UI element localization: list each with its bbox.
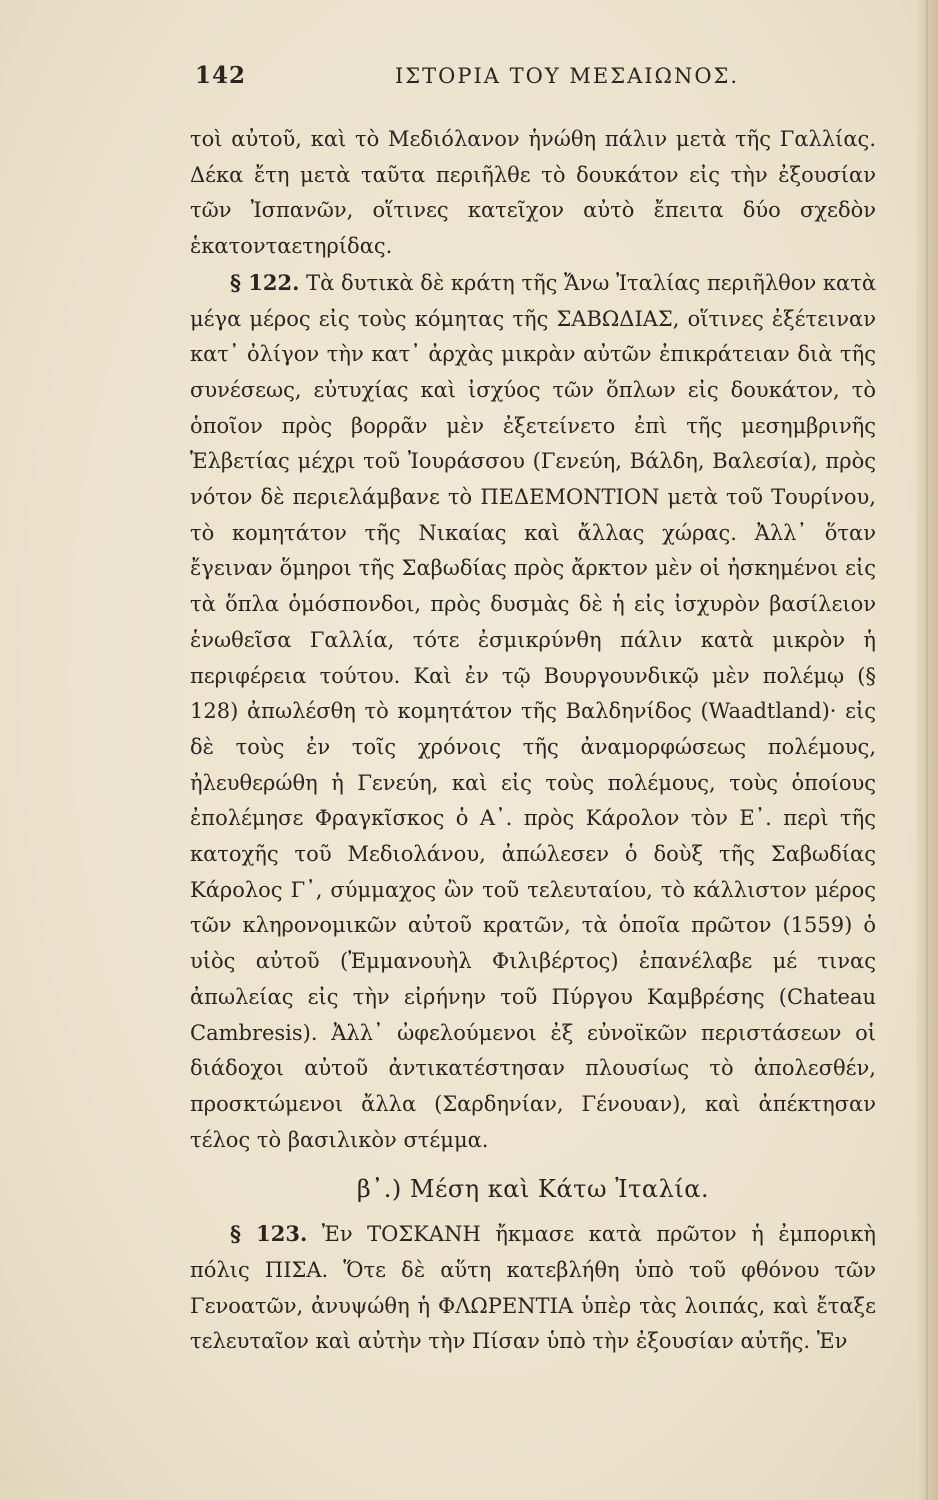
running-title: ΙΣΤΟΡΙΑ ΤΟΥ ΜΕΣΑΙΩΝΟΣ. bbox=[395, 64, 740, 88]
paragraph-1: τοὶ αὐτοῦ, καὶ τὸ Μεδιόλανον ἡνώθη πάλιν μετὰ τῆς Γαλλίας. Δέκα ἔτη μετὰ ταῦτα περιῆλθε τὸ δουκάτον εἰς τὴν ἐξουσίαν τῶν Ἰσπανῶν, οἵτινες κατεῖχον αὐτὸ ἔπειτα δύο σχεδὸν ἑκατονταετηρίδας. bbox=[190, 127, 876, 259]
body-text bbox=[190, 122, 876, 1360]
paragraph-3-text: Ἐν ΤΟΣΚΑΝΗ ἤκμασε κατὰ πρῶτον ἡ ἐμπορικὴ πόλις ΠΙΣΑ. Ὅτε δὲ αὕτη κατεβλήθη ὑπὸ τοῦ φθόνου τῶν Γενοατῶν, ἀνυψώθη ἡ ΦΛΩΡΕΝΤΙΑ ὑπὲρ τὰς λοιπάς, καὶ ἔταξε τελευταῖον καὶ αὐτὴν τὴν Πίσαν ὑπὸ τὴν ἐξουσίαν αὐτῆς. Ἐν bbox=[190, 1222, 876, 1354]
page-header bbox=[195, 62, 878, 102]
paragraph-2 bbox=[190, 265, 876, 1159]
subheading: β᾽.) Μέση καὶ Κάτω Ἰταλία. bbox=[356, 1175, 710, 1204]
section-number-123: § 123. bbox=[230, 1221, 308, 1247]
paragraph-3 bbox=[190, 1216, 876, 1360]
page-number: 142 bbox=[195, 62, 247, 89]
section-number-122: § 122. bbox=[230, 269, 300, 295]
paragraph-2-text: Τὰ δυτικὰ δὲ κράτη τῆς Ἄνω Ἰταλίας περιῆλθον κατὰ μέγα μέρος εἰς τοὺς κόμητας τῆς ΣΑΒΩΔΙΑΣ, οἵτινες ἐξέτειναν κατ᾽ ὀλίγον τὴν κατ᾽ ἀρχὰς μικρὰν αὐτῶν ἐπικράτειαν διὰ τῆς συνέσεως, εὐτυχίας καὶ ἰσχύος τῶν ὅπλων εἰς δουκάτον, τὸ ὁποῖον πρὸς βορρᾶν μὲν ἐξετείνετο ἐπὶ τῆς μεσημβρινῆς Ἑλβετίας μέχρι τοῦ Ἰουράσσου (Γενεύη, Βάλδη, Βαλεσία), πρὸς νότον δὲ περιελάμβανε τὸ ΠΕΔΕΜΟΝΤΙΟΝ μετὰ τοῦ Τουρίνου, τὸ κομητάτον τῆς Νικαίας καὶ ἄλλας χώρας. Ἀλλ᾽ ὅταν ἔγειναν ὅμηροι τῆς Σαβωδίας πρὸς ἄρκτον μὲν οἱ ἠσκημένοι εἰς τὰ ὅπλα ὁμόσπονδοι, πρὸς δυσμὰς δὲ ἡ εἰς ἰσχυρὸν βασίλειον ἑνωθεῖσα Γαλλία, τότε ἐσμικρύνθη πάλιν κατὰ μικρὸν ἡ περιφέρεια τούτου. Καὶ ἐν τῷ Βουργουνδικῷ μὲν πολέμῳ (§ 128) ἀπωλέσθη τὸ κομητάτον τῆς Βαλδηνίδος (Waadtland)· εἰς δὲ τοὺς ἐν τοῖς χρόνοις τῆς ἀναμορφώσεως πολέμους, ἠλευθερώθη ἡ Γενεύη, καὶ εἰς τοὺς πολέμους, τοὺς ὁποίους ἐπολέμησε Φραγκῖσκος ὁ Α᾽. πρὸς Κάρολον τὸν Ε᾽. περὶ τῆς κατοχῆς τοῦ Μεδιολάνου, ἀπώλεσεν ὁ δοὺξ τῆς Σαβωδίας Κάρολος Γ᾽, σύμμαχος ὢν τοῦ τελευταίου, τὸ κάλλιστον μέρος τῶν κληρονομικῶν αὐτοῦ κρατῶν, τὰ ὁποῖα πρῶτον (1559) ὁ υἱὸς αὐτοῦ (Ἐμμανουὴλ Φιλιβέρτος) ἐπανέλαβε μέ τινας ἀπωλείας εἰς τὴν εἰρήνην τοῦ Πύργου Καμβρέσης (Chateau Cambresis). Ἀλλ᾽ ὠφελούμενοι ἐξ εὐνοϊκῶν περιστάσεων οἱ διάδοχοι αὐτοῦ ἀντικατέστησαν πλουσίως τὸ ἀπολεσθέν, προσκτώμενοι ἄλλα (Σαρδηνίαν, Γένουαν), καὶ ἀπέκτησαν τέλος τὸ βασιλικὸν στέμμα. bbox=[190, 270, 877, 1152]
page-edge-line bbox=[926, 0, 928, 1500]
